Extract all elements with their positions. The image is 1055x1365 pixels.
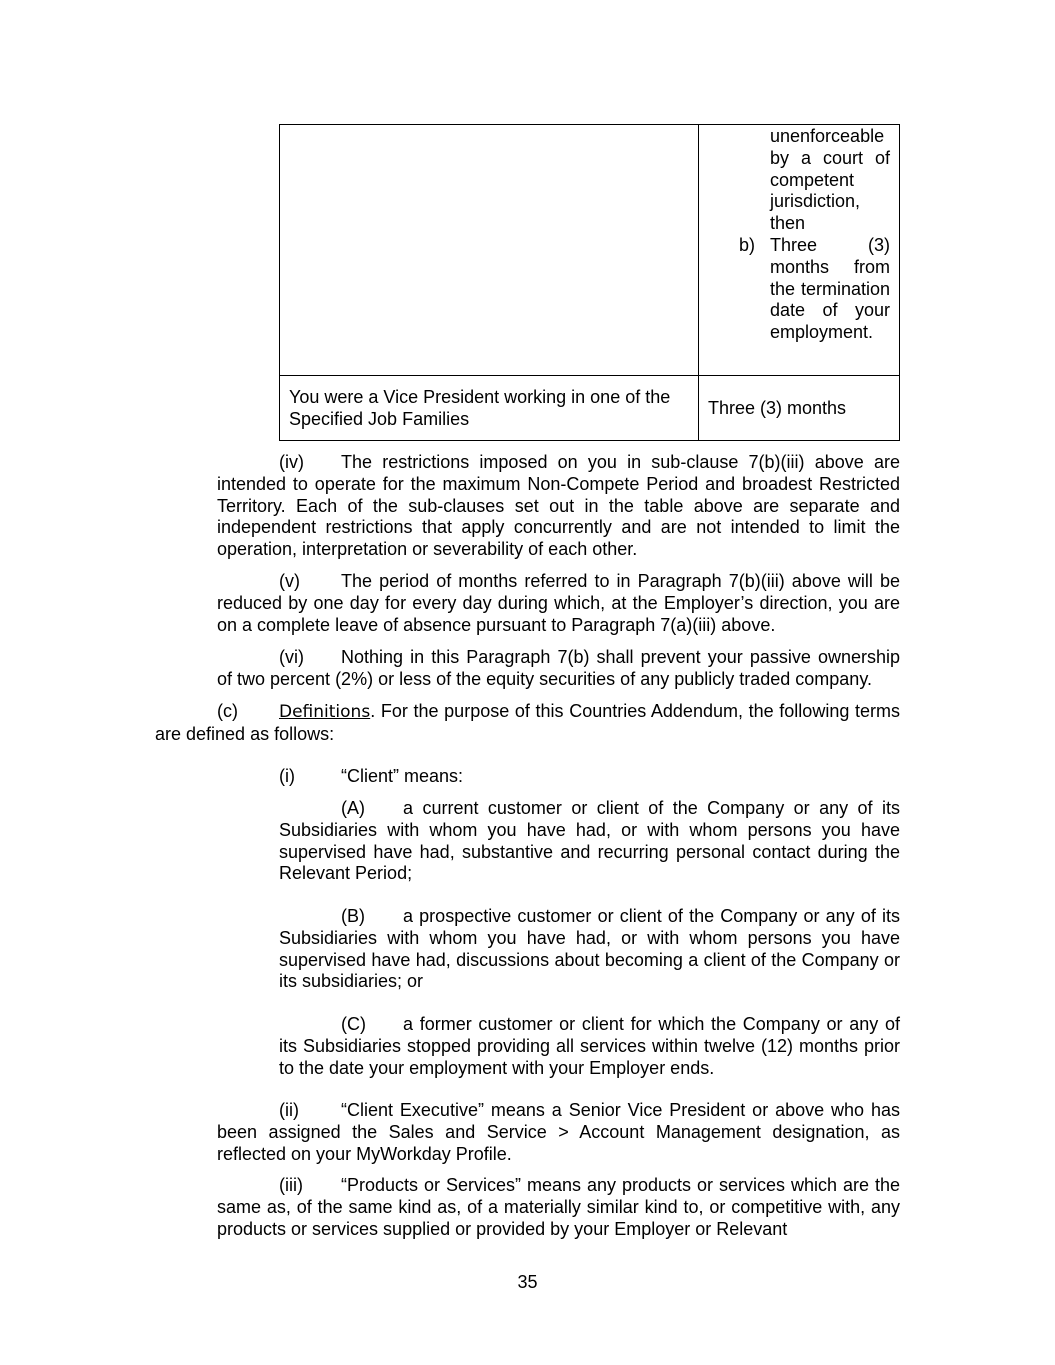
restriction-period-table	[279, 124, 900, 441]
table-cell-role: You were a Vice President working in one of the Specified Job Families	[280, 376, 699, 441]
paragraph-number: (i)	[279, 766, 295, 786]
paragraph-number: (vi)	[279, 647, 304, 667]
paragraph-number: (iii)	[279, 1175, 303, 1195]
paragraph-c-definitions	[155, 701, 900, 746]
list-marker-b: b)	[739, 235, 756, 255]
table-row	[280, 376, 900, 441]
paragraph-number: (A)	[341, 798, 365, 818]
paragraph-text: “Products or Services” means any products or services which are the same as, of the same kind as, of a materially similar kind to, or competitive with, any products or services supplied or provided by your Employer or Relevant	[217, 1175, 900, 1239]
definition-ii	[217, 1100, 900, 1165]
paragraph-number: (ii)	[279, 1100, 299, 1120]
paragraph-v	[217, 571, 900, 636]
paragraph-vi	[217, 647, 900, 691]
paragraph-text: a current customer or client of the Company or any of its Subsidiaries with whom you have had, or with whom persons you have supervised have had, substantive and recurring personal contact during the Relevant Period;	[279, 798, 900, 884]
definitions-heading: Definitions	[279, 702, 371, 722]
paragraph-text: Nothing in this Paragraph 7(b) shall prevent your passive ownership of two percent (2%) or less of the equity securities of any publicly traded company.	[217, 647, 900, 689]
table-cell-empty	[280, 125, 699, 376]
paragraph-text: The restrictions imposed on you in sub-clause 7(b)(iii) above are intended to operate for the maximum Non-Compete Period and broadest Restricted Territory. Each of the sub-clauses set out in the table above are separate and independent restrictions that apply concurrently and are not intended to limit the operation, interpretation or severability of each other.	[217, 452, 900, 560]
page-number: 35	[517, 1272, 538, 1292]
list-item-b-text: Three (3) months from the termination date of your employment.	[770, 235, 890, 343]
paragraph-iv	[217, 452, 900, 561]
paragraph-text: The period of months referred to in Paragraph 7(b)(iii) above will be reduced by one day for every day during which, at the Employer’s direction, you are on a complete leave of absence pursuant to Paragraph 7(a)(iii) above.	[217, 571, 900, 635]
paragraph-number: (B)	[341, 906, 365, 926]
paragraph-number: (v)	[279, 571, 300, 591]
paragraph-number: (iv)	[279, 452, 304, 472]
paragraph-text: “Client Executive” means a Senior Vice President or above who has been assigned the Sales and Service > Account Management designation, as reflected on your MyWorkday Profile.	[217, 1100, 900, 1164]
definition-iii	[217, 1175, 900, 1240]
table-cell-period: Three (3) months	[699, 376, 900, 441]
table-cell-period	[699, 125, 900, 376]
paragraph-text: “Client” means:	[341, 766, 464, 786]
definition-client-b	[279, 906, 900, 993]
paragraph-text: a prospective customer or client of the Company or any of its Subsidiaries with whom you have had, or with whom persons you have supervised have had, discussions about becoming a client of the Company or its subsidiaries; or	[279, 906, 900, 992]
paragraph-text: . For the purpose of this Countries Addendum, the following terms are defined as follows:	[155, 701, 900, 744]
definition-i	[279, 766, 900, 788]
definition-client-c	[279, 1014, 900, 1079]
paragraph-number: (c)	[217, 701, 238, 721]
table-row	[280, 125, 900, 376]
paragraph-number: (C)	[341, 1014, 366, 1034]
definition-client-a	[279, 798, 900, 885]
continuation-text: unenforceable by a court of competent jurisdiction, then	[770, 126, 890, 234]
paragraph-text: a former customer or client for which the Company or any of its Subsidiaries stopped providing all services within twelve (12) months prior to the date your employment with your Employer ends.	[279, 1014, 900, 1078]
